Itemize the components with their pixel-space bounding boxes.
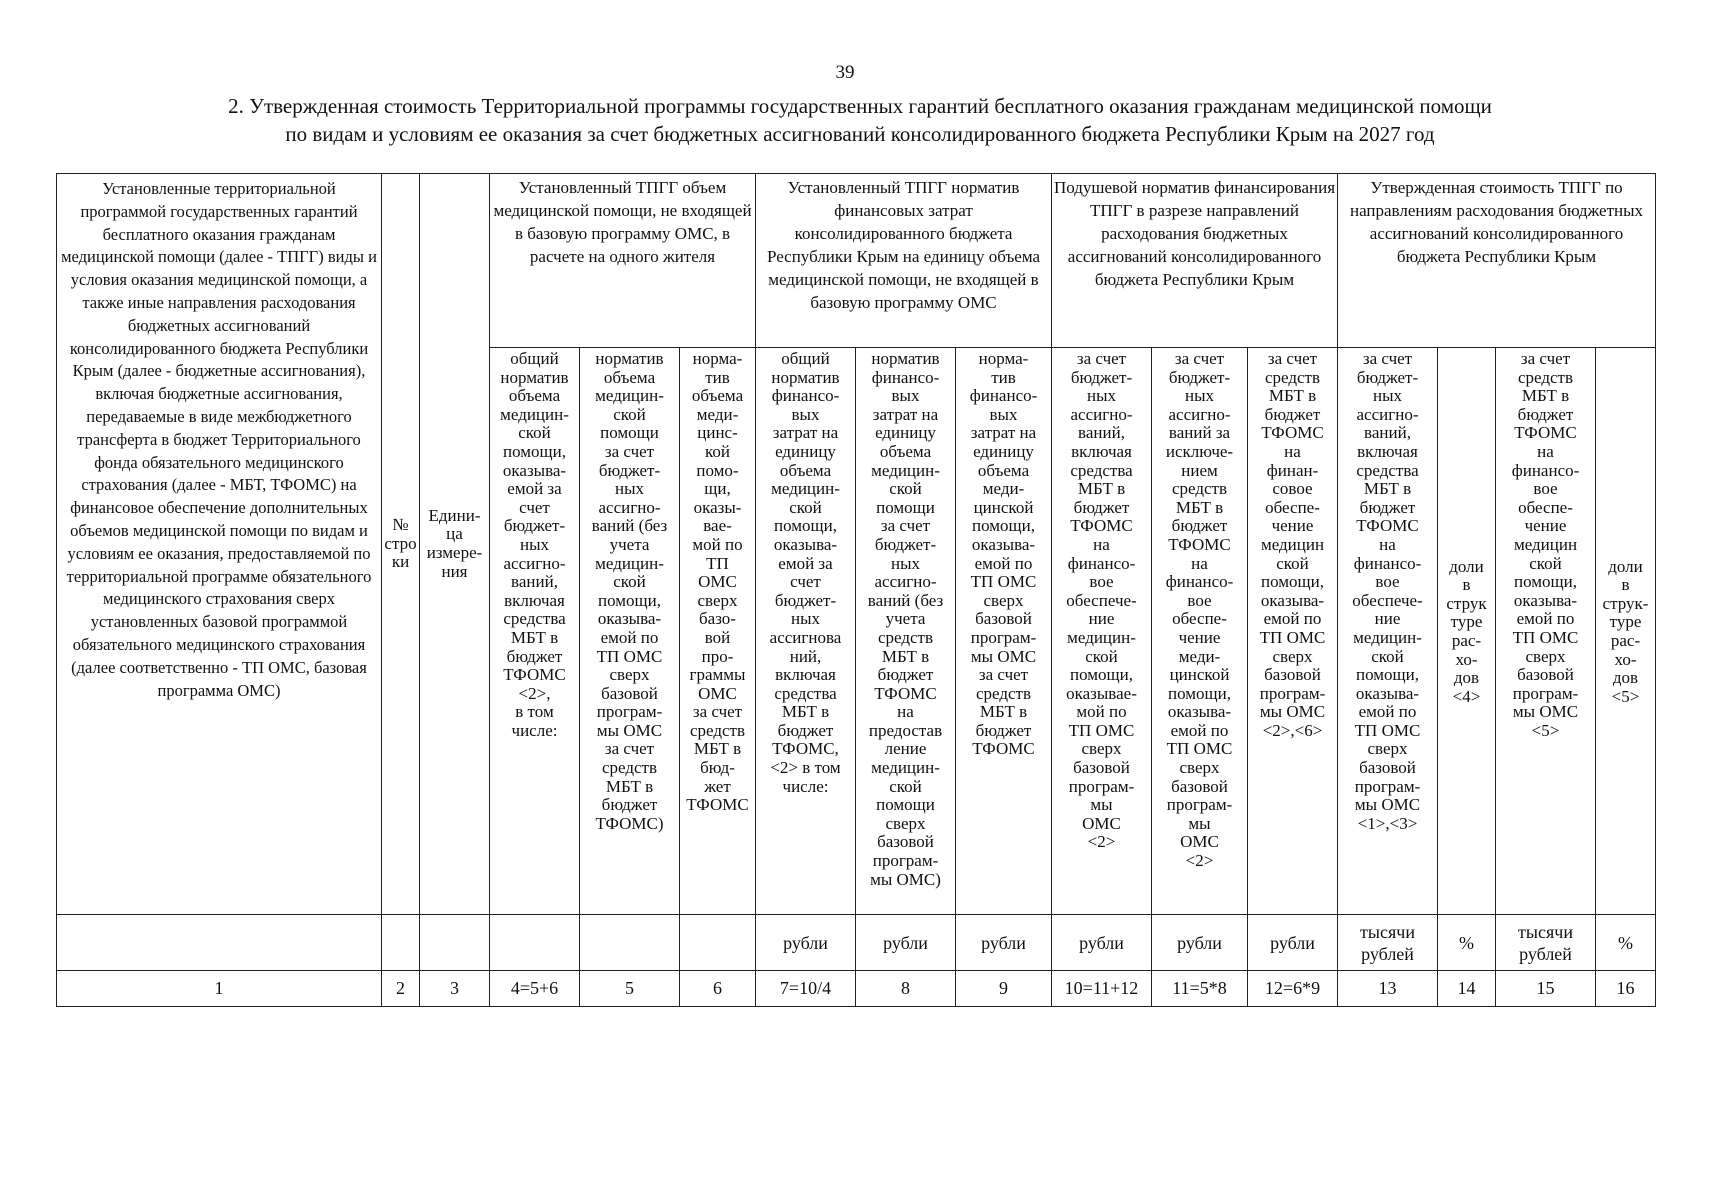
unit-cell bbox=[680, 915, 756, 971]
column-number-cell: 12=6*9 bbox=[1248, 971, 1338, 1007]
header-row-groups bbox=[57, 174, 1656, 348]
unit-cell: тысячи рублей bbox=[1338, 915, 1438, 971]
column-number-cell: 1 bbox=[57, 971, 382, 1007]
column-number-cell: 7=10/4 bbox=[756, 971, 856, 1007]
unit-cell bbox=[420, 915, 490, 971]
units-row bbox=[57, 915, 1656, 971]
col-header-description: Установленные территориальной программой государственных гарантий бесплатного оказания гражданам медицинской помощи (далее - ТПГГ) виды и условия оказания медицинской помощи, а также иные направления расходования бюджетных ассигнований консолидированного бюджета Республики Крым (далее - бюджетные ассигнования), включая бюджетные ассигнования, передаваемые в виде межбюджетного трансферта в бюджет Территориального фонда обязательного медицинского страхования (далее - МБТ, ТФОМС) на финансовое обеспечение дополнительных объемов медицинской помощи по видам и условиям ее оказания, предоставляемой по территориальной программе обязательного медицинского страхования сверх установленных базовой программой обязательного медицинского страхования (далее соответственно - ТП ОМС, базовая программа ОМС) bbox=[57, 174, 382, 915]
column-number-cell: 9 bbox=[956, 971, 1052, 1007]
column-number-row bbox=[57, 971, 1656, 1007]
subheader-col-8: норматив финансо- вых затрат на единицу объема медицин- ской помощи за счет бюджет- ных ассигно- ваний (без учета средств МБТ в бюджет ТФОМС на предостав ление медицин- ской помощи сверх базовой програм- мы ОМС) bbox=[856, 348, 956, 915]
subheader-col-4: общий норматив объема медицин- ской помощи, оказыва- емой за счет бюджет- ных ассигно- ваний, включая средства МБТ в бюджет ТФОМС <2>, в том числе: bbox=[490, 348, 580, 915]
unit-cell: рубли bbox=[856, 915, 956, 971]
group-header-cost-norm: Установленный ТПГГ норматив финансовых затрат консолидированного бюджета Республики Крым на единицу объема медицинской помощи, не входящей в базовую программу ОМС bbox=[756, 174, 1052, 348]
column-number-cell: 16 bbox=[1596, 971, 1656, 1007]
unit-cell: % bbox=[1438, 915, 1496, 971]
budget-table bbox=[56, 173, 1656, 1007]
subheader-col-7: общий норматив финансо- вых затрат на единицу объема медицин- ской помощи, оказыва- емой за счет бюджет- ных ассигнова ний, включая средства МБТ в бюджет ТФОМС, <2> в том числе: bbox=[756, 348, 856, 915]
title-line-1: 2. Утвержденная стоимость Территориальной программы государственных гарантий бесплатного оказания гражданам медицинской помощи bbox=[228, 94, 1492, 118]
subheader-col-12: за счет средств МБТ в бюджет ТФОМС на финан- совое обеспе- чение медицин ской помощи, оказыва- емой по ТП ОМС сверх базовой програм- мы ОМС <2>,<6> bbox=[1248, 348, 1338, 915]
column-number-cell: 2 bbox=[382, 971, 420, 1007]
budget-table-container bbox=[56, 173, 1656, 1007]
column-number-cell: 13 bbox=[1338, 971, 1438, 1007]
col-header-unit: Едини- ца измере- ния bbox=[420, 174, 490, 915]
subheader-col-5: норматив объема медицин- ской помощи за счет бюджет- ных ассигно- ваний (без учета медицин- ской помощи, оказыва- емой по ТП ОМС сверх базовой програм- мы ОМС за счет средств МБТ в бюджет ТФОМС) bbox=[580, 348, 680, 915]
column-number-cell: 4=5+6 bbox=[490, 971, 580, 1007]
group-header-volume: Установленный ТПГГ объем медицинской помощи, не входящей в базовую программу ОМС, в расчете на одного жителя bbox=[490, 174, 756, 348]
unit-cell bbox=[382, 915, 420, 971]
page-number: 39 bbox=[835, 62, 855, 83]
subheader-col-11: за счет бюджет- ных ассигно- ваний за исключе- нием средств МБТ в бюджет ТФОМС на финансо- вое обеспе- чение меди- цинской помощи, оказыва- емой по ТП ОМС сверх базовой програм- мы ОМС <2> bbox=[1152, 348, 1248, 915]
column-number-cell: 6 bbox=[680, 971, 756, 1007]
unit-cell: % bbox=[1596, 915, 1656, 971]
column-number-cell: 3 bbox=[420, 971, 490, 1007]
col-header-row-number: № стро ки bbox=[382, 174, 420, 915]
column-number-cell: 10=11+12 bbox=[1052, 971, 1152, 1007]
title-line-2: по видам и условиям ее оказания за счет бюджетных ассигнований консолидированного бюджета Республики Крым на 2027 год bbox=[285, 122, 1435, 146]
unit-cell bbox=[580, 915, 680, 971]
unit-cell bbox=[57, 915, 382, 971]
subheader-col-13: за счет бюджет- ных ассигно- ваний, включая средства МБТ в бюджет ТФОМС на финансо- вое обеспече- ние медицин- ской помощи, оказыва- емой по ТП ОМС сверх базовой програм- мы ОМС <1>,<3> bbox=[1338, 348, 1438, 915]
subheader-col-10: за счет бюджет- ных ассигно- ваний, включая средства МБТ в бюджет ТФОМС на финансо- вое обеспече- ние медицин- ской помощи, оказывае- мой по ТП ОМС сверх базовой програм- мы ОМС <2> bbox=[1052, 348, 1152, 915]
unit-cell: тысячи рублей bbox=[1496, 915, 1596, 971]
column-number-cell: 5 bbox=[580, 971, 680, 1007]
unit-cell: рубли bbox=[1152, 915, 1248, 971]
subheader-col-15: за счет средств МБТ в бюджет ТФОМС на финансо- вое обеспе- чение медицин ской помощи, оказыва- емой по ТП ОМС сверх базовой програм- мы ОМС <5> bbox=[1496, 348, 1596, 915]
subheader-col-14: доли в струк туре рас- хо- дов <4> bbox=[1438, 348, 1496, 915]
unit-cell: рубли bbox=[756, 915, 856, 971]
subheader-col-9: норма- тив финансо- вых затрат на единицу объема меди- цинской помощи, оказыва- емой по ТП ОМС сверх базовой програм- мы ОМС за счет средств МБТ в бюджет ТФОМС bbox=[956, 348, 1052, 915]
group-header-per-capita: Подушевой норматив финансирования ТПГГ в разрезе направлений расходования бюджетных ассигнований консолидированного бюджета Республики Крым bbox=[1052, 174, 1338, 348]
unit-cell bbox=[490, 915, 580, 971]
document-title bbox=[40, 92, 1680, 148]
subheader-col-16: доли в струк- туре рас- хо- дов <5> bbox=[1596, 348, 1656, 915]
unit-cell: рубли bbox=[956, 915, 1052, 971]
column-number-cell: 8 bbox=[856, 971, 956, 1007]
subheader-col-6: норма- тив объема меди- цинс- кой помо- щи, оказы- вае- мой по ТП ОМС сверх базо- вой про- граммы ОМС за счет средств МБТ в бюд- жет ТФОМС bbox=[680, 348, 756, 915]
column-number-cell: 14 bbox=[1438, 971, 1496, 1007]
group-header-approved-cost: Утвержденная стоимость ТПГГ по направлениям расходования бюджетных ассигнований консолидированного бюджета Республики Крым bbox=[1338, 174, 1656, 348]
unit-cell: рубли bbox=[1248, 915, 1338, 971]
unit-cell: рубли bbox=[1052, 915, 1152, 971]
column-number-cell: 15 bbox=[1496, 971, 1596, 1007]
column-number-cell: 11=5*8 bbox=[1152, 971, 1248, 1007]
